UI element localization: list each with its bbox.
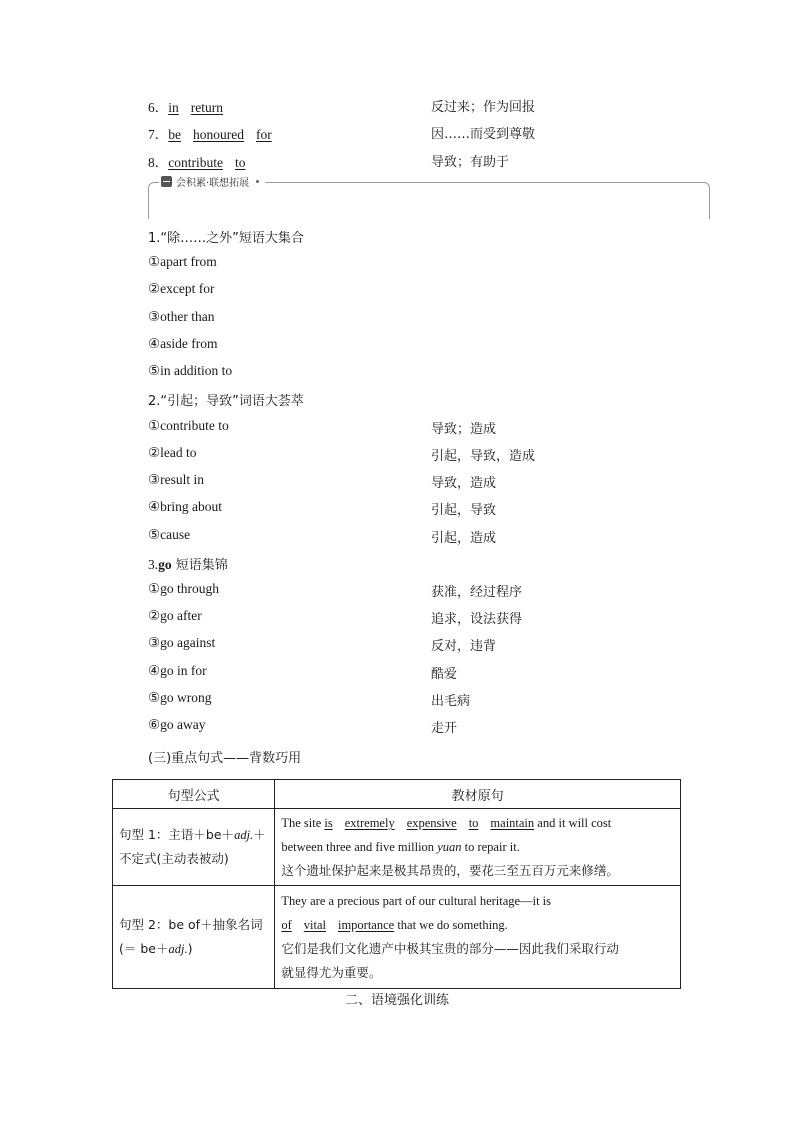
table-row	[113, 809, 681, 886]
list-item-meaning: 获准，经过程序	[431, 585, 523, 600]
list-item: ③go against	[148, 635, 216, 650]
list-item: ⑤cause	[148, 527, 191, 542]
list-item-meaning: 引起，导致	[431, 503, 497, 518]
phrase-6-meaning: 反过来；作为回报	[431, 100, 536, 115]
list-item-meaning: 出毛病	[431, 694, 471, 709]
list-item: ④go in for	[148, 663, 207, 678]
example-en-line: between three and five million yuan to repair it.	[281, 840, 520, 854]
section-heading-training: 二、语境强化训练	[344, 993, 449, 1008]
list-item-meaning: 反对，违背	[431, 639, 497, 654]
phrase-6: 6．in return	[148, 100, 223, 115]
phrase-8-meaning: 导致；有助于	[431, 155, 510, 170]
list-item-meaning: 追求，设法获得	[431, 612, 523, 627]
table-header: 教材原句	[275, 780, 681, 809]
example-cell	[275, 809, 681, 886]
list-item-meaning: 导致；造成	[431, 422, 497, 437]
sentence-pattern-table	[112, 779, 681, 989]
list-item: ④bring about	[148, 499, 222, 514]
list-item-meaning: 导致，造成	[431, 476, 497, 491]
list-item-meaning: 引起，导致，造成	[431, 449, 536, 464]
section2-heading: 2.“引起；导致”词语大荟萃	[148, 394, 304, 409]
list-item: ⑥go away	[148, 717, 206, 732]
phrase-8: 8．contribute to	[148, 155, 246, 170]
list-item: ①apart from	[148, 254, 217, 269]
formula-cell: 句型 2：be of＋抽象名词 (＝ be＋adj.)	[113, 886, 275, 989]
formula-cell: 句型 1：主语＋be＋adj.＋ 不定式(主动表被动)	[113, 809, 275, 886]
example-cell	[275, 886, 681, 989]
list-item-meaning: 走开	[431, 721, 458, 736]
example-en-line: They are a precious part of our cultural heritage—it is	[281, 894, 552, 908]
table-header: 句型公式	[113, 780, 275, 809]
example-cn-line: 就显得尤为重要。	[281, 965, 382, 980]
list-item: ①go through	[148, 581, 219, 596]
box-title: 会积累·联想拓展	[159, 174, 265, 189]
book-icon	[161, 176, 172, 187]
list-item: ③other than	[148, 309, 215, 324]
table-row	[113, 886, 681, 989]
list-item-meaning: 酷爱	[431, 667, 458, 682]
list-item: ③result in	[148, 472, 204, 487]
dot-icon	[256, 180, 259, 183]
table-header-row	[113, 780, 681, 809]
list-item: ①contribute to	[148, 418, 229, 433]
example-cn-line: 它们是我们文化遗产中极其宝贵的部分——因此我们采取行动	[281, 941, 619, 956]
list-item: ④aside from	[148, 336, 218, 351]
section1-heading: 1.“除……之外”短语大集合	[148, 231, 304, 246]
section4-heading: (三)重点句式——背数巧用	[148, 751, 302, 766]
example-en-line: The site is extremely expensive to maintain and it will cost	[281, 816, 612, 830]
list-item: ②except for	[148, 281, 215, 296]
list-item: ②go after	[148, 608, 202, 623]
list-item-meaning: 引起，造成	[431, 531, 497, 546]
section3-heading: 3.go 短语集锦	[148, 557, 228, 573]
example-cn-line: 这个遗址保护起来是极其昂贵的，要花三至五百万元来修缮。	[281, 863, 619, 878]
list-item: ②lead to	[148, 445, 197, 460]
accumulate-box	[148, 178, 710, 219]
list-item: ⑤in addition to	[148, 363, 233, 378]
list-item: ⑤go wrong	[148, 690, 212, 705]
example-en-line: of vital importance that we do something.	[281, 918, 508, 932]
phrase-7-meaning: 因……而受到尊敬	[431, 127, 536, 142]
phrase-7: 7．be honoured for	[148, 127, 272, 142]
